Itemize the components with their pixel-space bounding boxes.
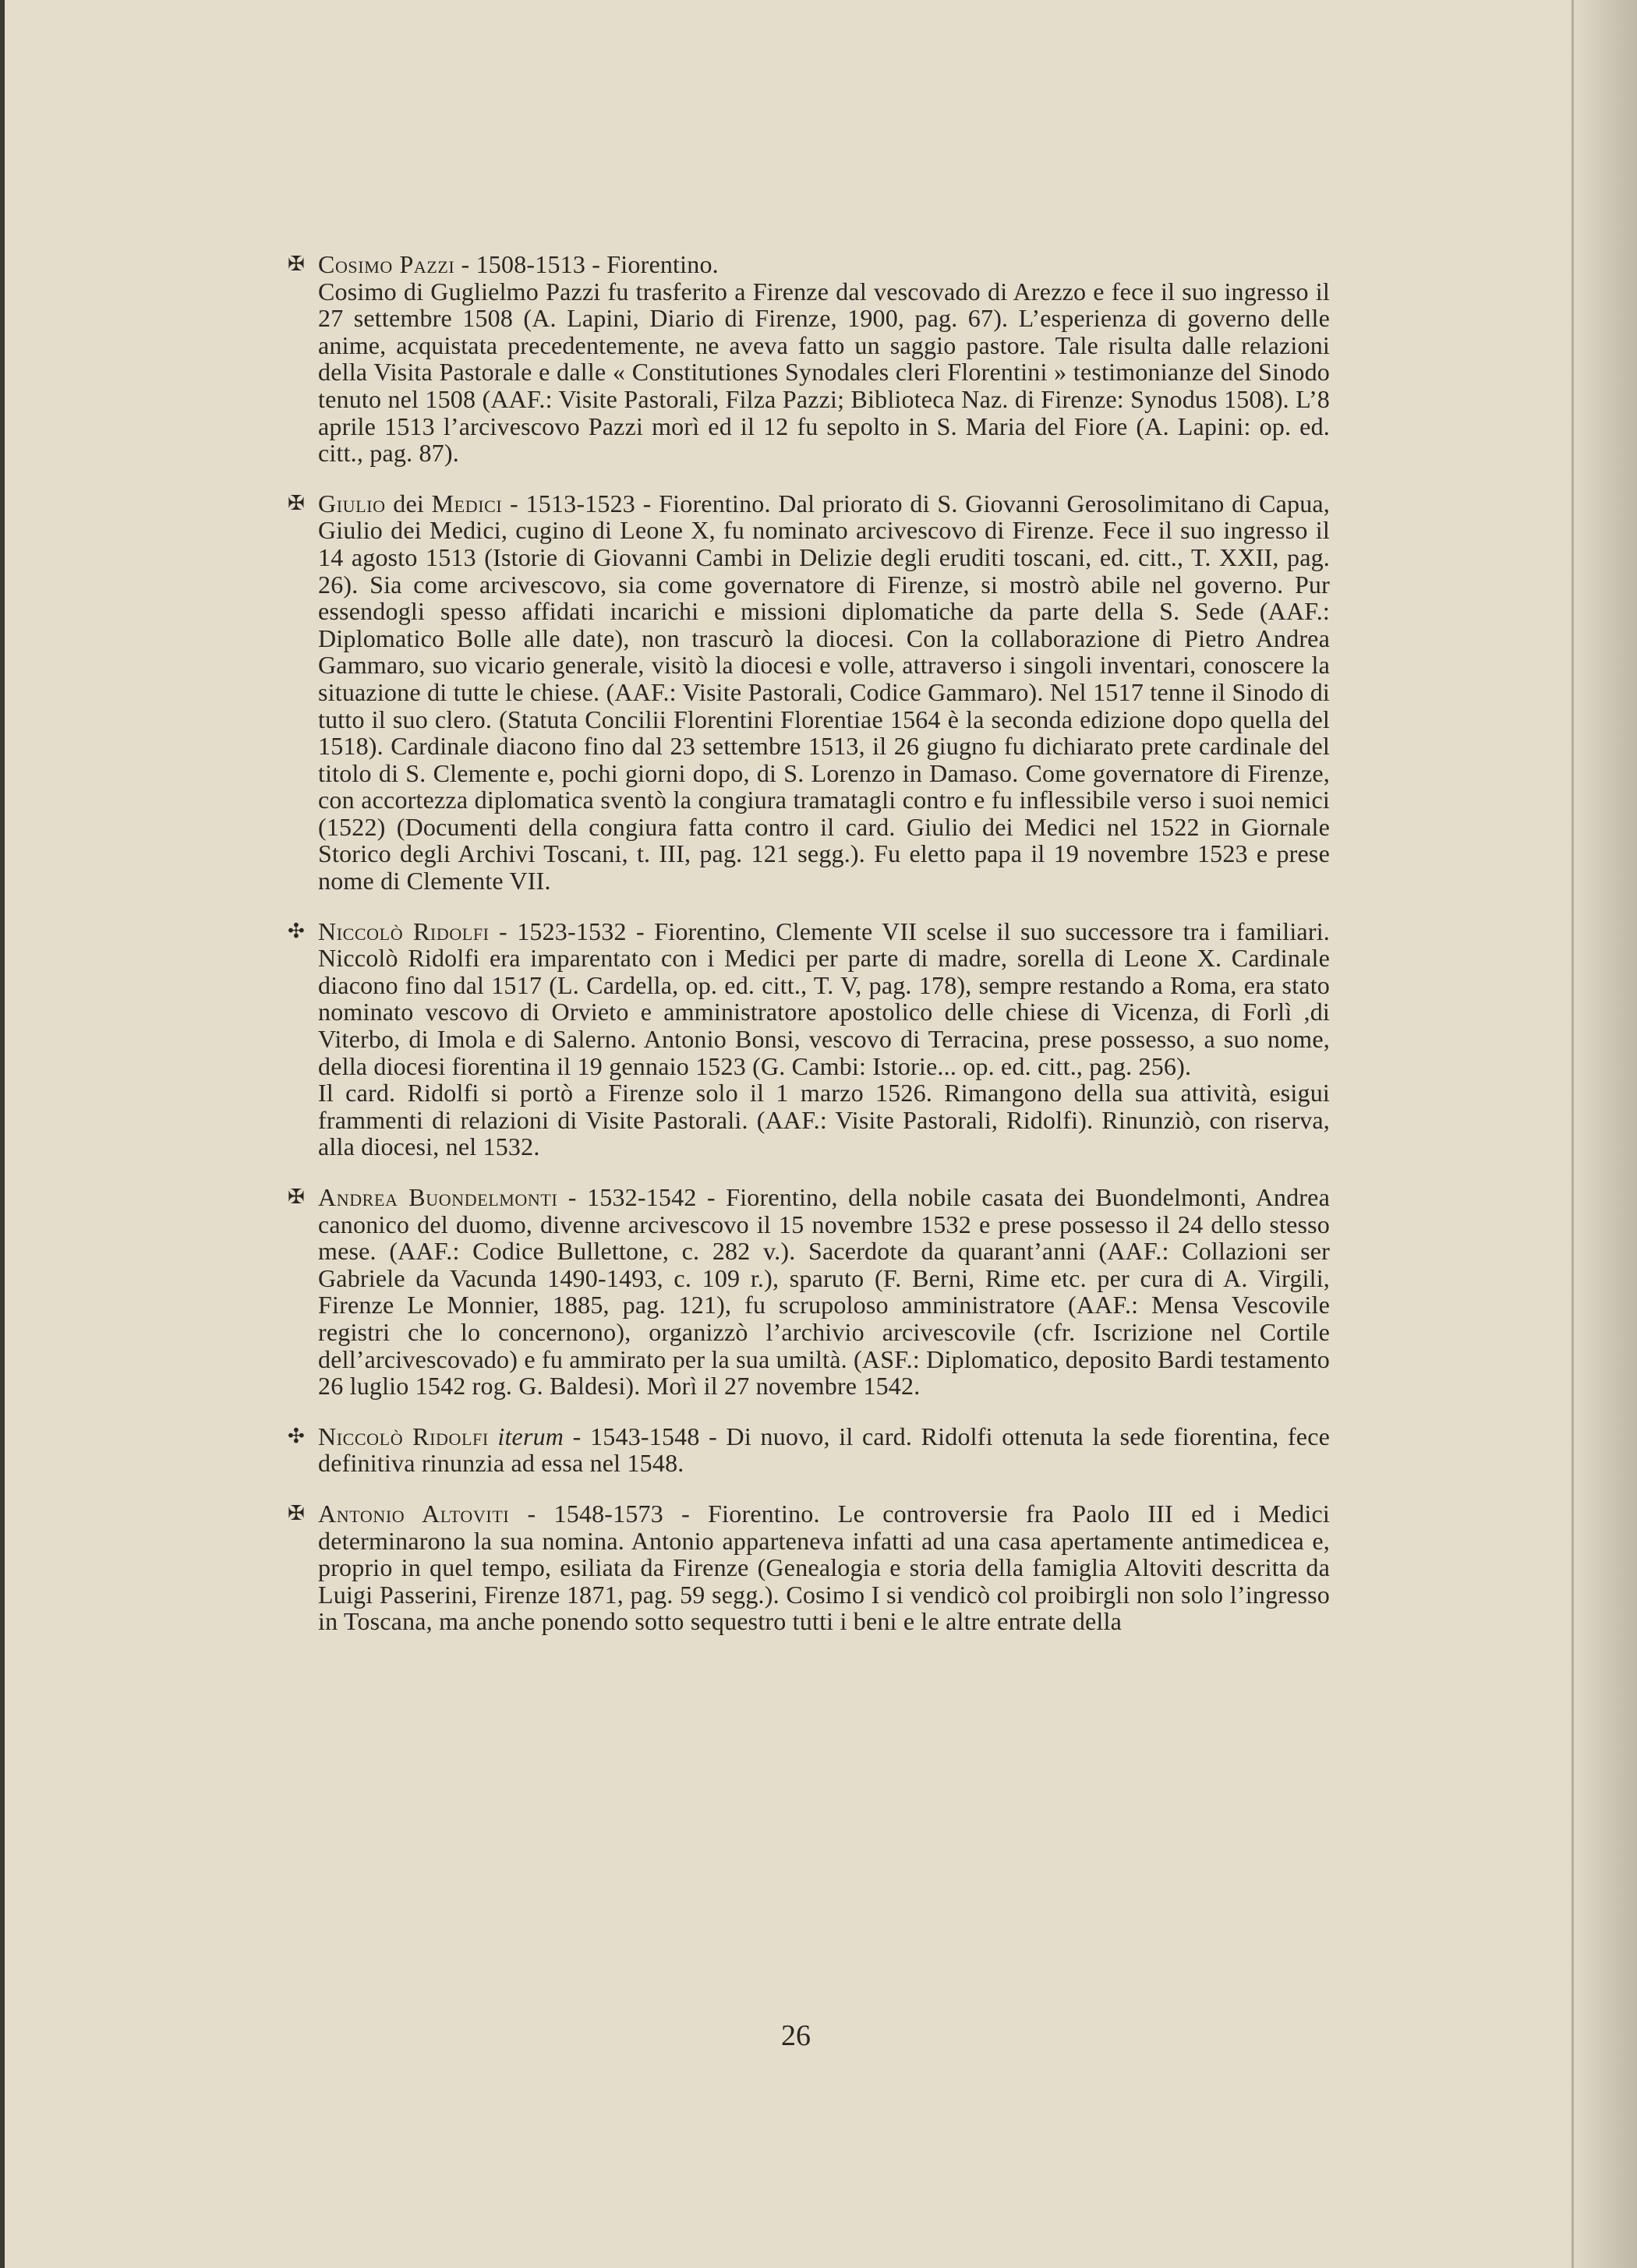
entry-text: Di nuovo, il card. Ridolfi ottenuta la sede fiorentina, fece definitiva rinunzia ad essa nel 1548. bbox=[318, 1422, 1331, 1478]
cross-fleury-icon: ✣ bbox=[288, 1424, 305, 1448]
entry-name: Antonio Altoviti bbox=[318, 1499, 510, 1528]
maltese-cross-icon: ✠ bbox=[288, 491, 305, 515]
page-crease bbox=[1572, 0, 1574, 2268]
entry-text: Dal priorato di S. Giovanni Gerosolimitano di Capua, Giulio dei Medici, cugino di Leone X, fu nominato arcivescovo di Firenze. Fece il suo ingresso il 14 agosto 1513 (Istorie di Giovanni Cambi in Delizie degli eruditi toscani, ed. citt., T. XXII, pag. 26). Sia come arcivescovo, sia come governatore di Firenze, si mostrò abile nel governo. Pur essendogli spesso affidati incarichi e missioni diplomatiche da parte della S. Sede (AAF.: Diplomatico Bolle alle date), non trascurò la diocesi. Con la collaborazione di Pietro Andrea Gammaro, suo vicario generale, visitò la diocesi e volle, attraverso i singoli inventari, conoscere la situazione di tutte le chiese. (AAF.: Visite Pastorali, Codice Gammaro). Nel 1517 tenne il Sinodo di tutto il suo clero. (Statuta Concilii Florentini Florentiae 1564 è la seconda edizione dopo quella del 1518). Cardinale diacono fino dal 23 settembre 1513, il 26 giugno fu dichiarato prete cardinale del titolo di S. Clemente e, pochi giorni dopo, di S. Lorenzo in Damaso. Come governatore di Firenze, con accortezza diplomatica sventò la congiura tramatagli contro e fu inflessibile verso i suoi nemici (1522) (Documenti della congiura fatta contro il card. Giulio dei Medici nel 1522 in Giornale Storico degli Archivi Toscani, t. III, pag. 121 segg.). Fu eletto papa il 19 novembre 1523 e prese nome di Clemente VII. bbox=[318, 489, 1331, 896]
cross-fleury-icon: ✣ bbox=[288, 919, 305, 943]
maltese-cross-icon: ✠ bbox=[288, 1501, 305, 1525]
entry-heading: - 1532-1542 - Fiorentino, bbox=[557, 1183, 849, 1211]
entry-heading: - 1508-1513 - Fiorentino. bbox=[454, 250, 719, 278]
entry-italic-note: iterum bbox=[497, 1422, 564, 1450]
page-number: 26 bbox=[781, 2019, 811, 2052]
entry-antonio-altoviti bbox=[285, 1500, 1330, 1635]
entry-text-continued: Il card. Ridolfi si portò a Firenze solo il 1 marzo 1526. Rimangono della sua attività, esigui frammenti di relazioni di Visite Pastorali. (AAF.: Visite Pastorali, Ridolfi). Rinunziò, con riserva, alla diocesi, nel 1532. bbox=[318, 1079, 1330, 1161]
entry-giulio-medici bbox=[285, 490, 1330, 895]
entry-heading: - 1543-1548 - bbox=[564, 1422, 727, 1450]
maltese-cross-icon: ✠ bbox=[288, 1185, 305, 1209]
maltese-cross-icon: ✠ bbox=[288, 253, 305, 276]
entry-andrea-buondelmonti bbox=[285, 1184, 1330, 1400]
entry-niccolo-ridolfi bbox=[285, 918, 1330, 1160]
entry-niccolo-ridolfi-iterum bbox=[285, 1423, 1330, 1477]
entry-heading: - 1548-1573 - Fiorentino. bbox=[509, 1499, 838, 1528]
entry-name: Giulio bbox=[318, 489, 386, 518]
entry-text: della nobile casata dei Buondelmonti, Andrea canonico del duomo, divenne arcivescovo il 15 novembre 1532 e prese possesso il 24 dello stesso mese. (AAF.: Codice Bullettone, c. 282 v.). Sacerdote da quarant’anni (AAF.: Collazioni ser Gabriele da Vacunda 1490-1493, c. 109 r.), sparuto (F. Berni, Rime etc. per cura di A. Virgili, Firenze Le Monnier, 1885, pag. 121), fu scrupoloso amministratore (AAF.: Mensa Vescovile registri che lo concernono), organizzò l’archivio arcivescovile (cfr. Iscrizione nel Cortile dell’arcivescovado) e fu ammirato per la sua umiltà. (ASF.: Diplomatico, deposito Bardi testamento 26 luglio 1542 rog. G. Baldesi). Morì il 27 novembre 1542. bbox=[318, 1183, 1330, 1401]
page-body bbox=[285, 251, 1330, 1659]
entry-surname: Medici bbox=[431, 489, 503, 518]
entry-text: Clemente VII scelse il suo successore tra i familiari. Niccolò Ridolfi era imparentato con i Medici per parte di madre, sorella di Leone X. Cardinale diacono fino dal 1517 (L. Cardella, op. ed. citt., T. V, pag. 178), sempre restando a Roma, era stato nominato vescovo di Orvieto e amministratore apostolico delle chiese di Vicenza, di Forlì ,di Viterbo, di Imola e di Salerno. Antonio Bonsi, vescovo di Terracina, prese possesso, a suo nome, della diocesi fiorentina il 19 gennaio 1523 (G. Cambi: Istorie... op. ed. citt., pag. 256). bbox=[318, 917, 1330, 1080]
entry-name: Cosimo Pazzi bbox=[318, 250, 455, 278]
entry-heading: - 1513-1523 - Fiorentino. bbox=[502, 489, 779, 518]
entry-text: Cosimo di Guglielmo Pazzi fu trasferito a Firenze dal vescovado di Arezzo e fece il suo ingresso il 27 settembre 1508 (A. Lapini, Diario di Firenze, 1900, pag. 67). L’esperienza di governo delle anime, acquistata precedentemente, ne aveva fatto un saggio pastore. Tale risulta dalle relazioni della Visita Pastorale e dalle « Constitutiones Synodales cleri Florentini » testimonianze del Sinodo tenuto nel 1508 (AAF.: Visite Pastorali, Filza Pazzi; Biblioteca Naz. di Firenze: Synodus 1508). L’8 aprile 1513 l’arcivescovo Pazzi morì ed il 12 fu sepolto in S. Maria del Fiore (A. Lapini: op. ed. citt., pag. 87). bbox=[318, 277, 1330, 468]
entry-name: Niccolò Ridolfi bbox=[318, 1422, 489, 1450]
entry-name-particle: dei bbox=[385, 489, 432, 518]
entry-name: Andrea Buondelmonti bbox=[318, 1183, 558, 1211]
entry-text: Le controversie fra Paolo III ed i Medici determinarono la sua nomina. Antonio apparteneva infatti ad una casa apertamente antimedicea e, proprio in quel tempo, esiliata da Firenze (Genealogia e storia della famiglia Altoviti descritta da Luigi Passerini, Firenze 1871, pag. 59 segg.). Cosimo I si vendicò col proibirgli non solo l’ingresso in Toscana, ma anche ponendo sotto sequestro tutti i beni e le altre entrate della bbox=[318, 1499, 1330, 1636]
entry-cosimo-pazzi bbox=[285, 251, 1330, 467]
entry-name: Niccolò Ridolfi bbox=[318, 917, 490, 945]
entry-heading: - 1523-1532 - Fiorentino, bbox=[489, 917, 776, 945]
